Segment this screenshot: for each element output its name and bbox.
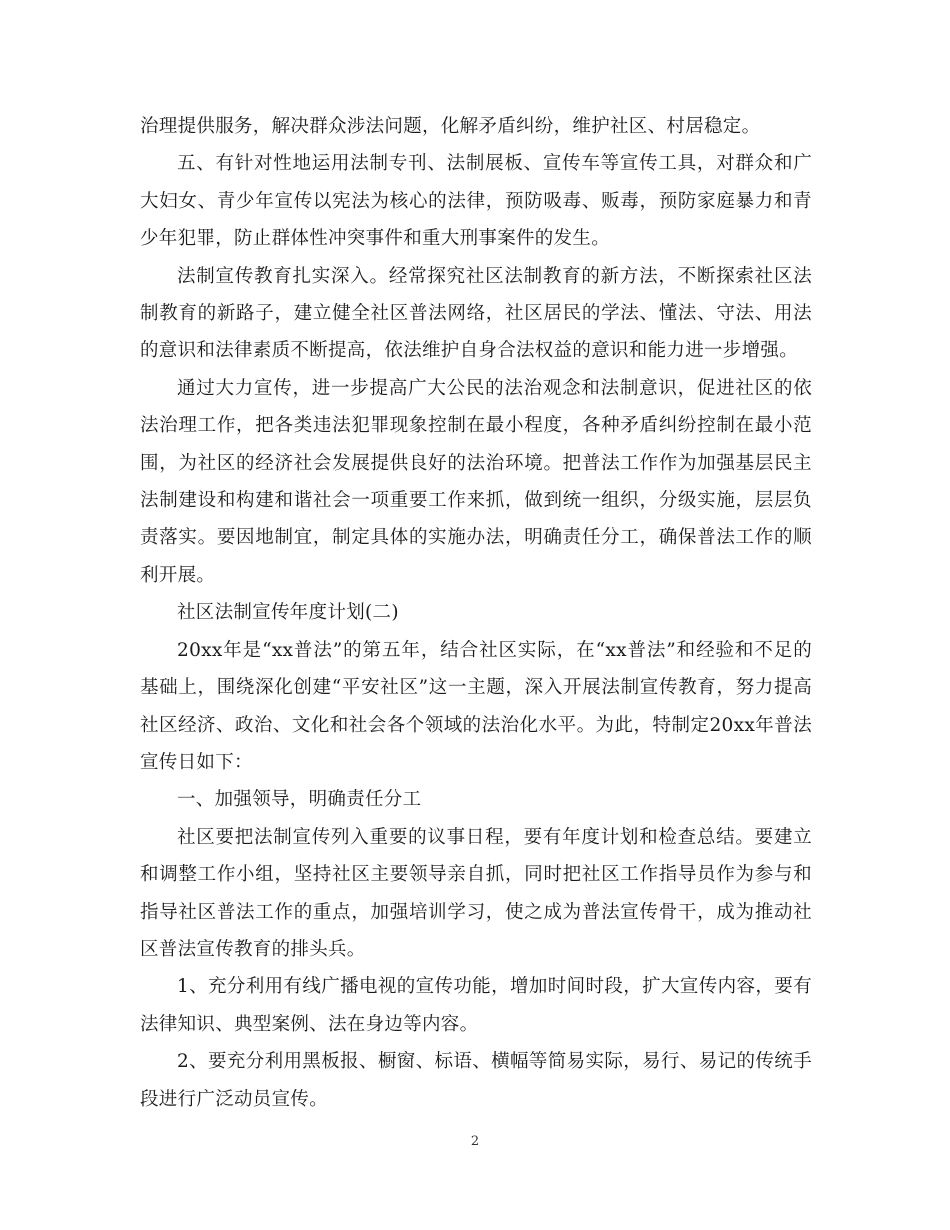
paragraph-education: 法制宣传教育扎实深入。经常探究社区法制教育的新方法，不断探索社区法制教育的新路子，建立健全社区普法网络，社区居民的学法、懂法、守法、用法的意识和法律素质不断提高，依法维护自身合法权益的意识和能力进一步增强。 — [140, 265, 812, 362]
paragraph-publicity: 通过大力宣传，进一步提高广大公民的法治观念和法制意识，促进社区的依法治理工作，把各类违法犯罪现象控制在最小程度，各种矛盾纠纷控制在最小范围，为社区的经济社会发展提供良好的法治环境。把普法工作作为加强基层民主法制建设和构建和谐社会一项重要工作来抓，做到统一组织，分级实施，层层负责落实。要因地制宜，制定具体的实施办法，明确责任分工，确保普法工作的顺利开展。 — [140, 377, 812, 586]
paragraph-continuation: 治理提供服务，解决群众涉法问题，化解矛盾纠纷，维护社区、村居稳定。 — [140, 116, 761, 137]
list-item-broadcast: 1、充分利用有线广播电视的宣传功能，增加时间时段，扩大宣传内容，要有法律知识、典型案例、法在身边等内容。 — [140, 976, 812, 1035]
paragraph-item-five: 五、有针对性地运用法制专刊、法制展板、宣传车等宣传工具，对群众和广大妇女、青少年宣传以宪法为核心的法律，预防吸毒、贩毒，预防家庭暴力和青少年犯罪，防止群体性冲突事件和重大刑事案件的发生。 — [140, 153, 812, 250]
paragraph-plan-intro: 20xx年是“xx普法”的第五年，结合社区实际，在“xx普法”和经验和不足的基础上，围绕深化创建“平安社区”这一主题，深入开展法制宣传教育，努力提高社区经济、政治、文化和社会各个领域的法治化水平。为此，特制定20xx年普法宣传日如下： — [140, 639, 812, 773]
paragraph-leadership: 社区要把法制宣传列入重要的议事日程，要有年度计划和检查总结。要建立和调整工作小组，坚持社区主要领导亲自抓，同时把社区工作指导员作为参与和指导社区普法工作的重点，加强培训学习，使之成为普法宣传骨干，成为推动社区普法宣传教育的排头兵。 — [140, 826, 812, 960]
section-heading-plan-two: 社区法制宣传年度计划(二) — [177, 602, 399, 624]
list-item-blackboard: 2、要充分利用黑板报、橱窗、标语、横幅等简易实际，易行、易记的传统手段进行广泛动员宣传。 — [140, 1051, 812, 1110]
page-number: 2 — [470, 1134, 480, 1149]
document-body — [140, 108, 812, 1118]
subheading-leadership: 一、加强领导，明确责任分工 — [177, 789, 422, 811]
